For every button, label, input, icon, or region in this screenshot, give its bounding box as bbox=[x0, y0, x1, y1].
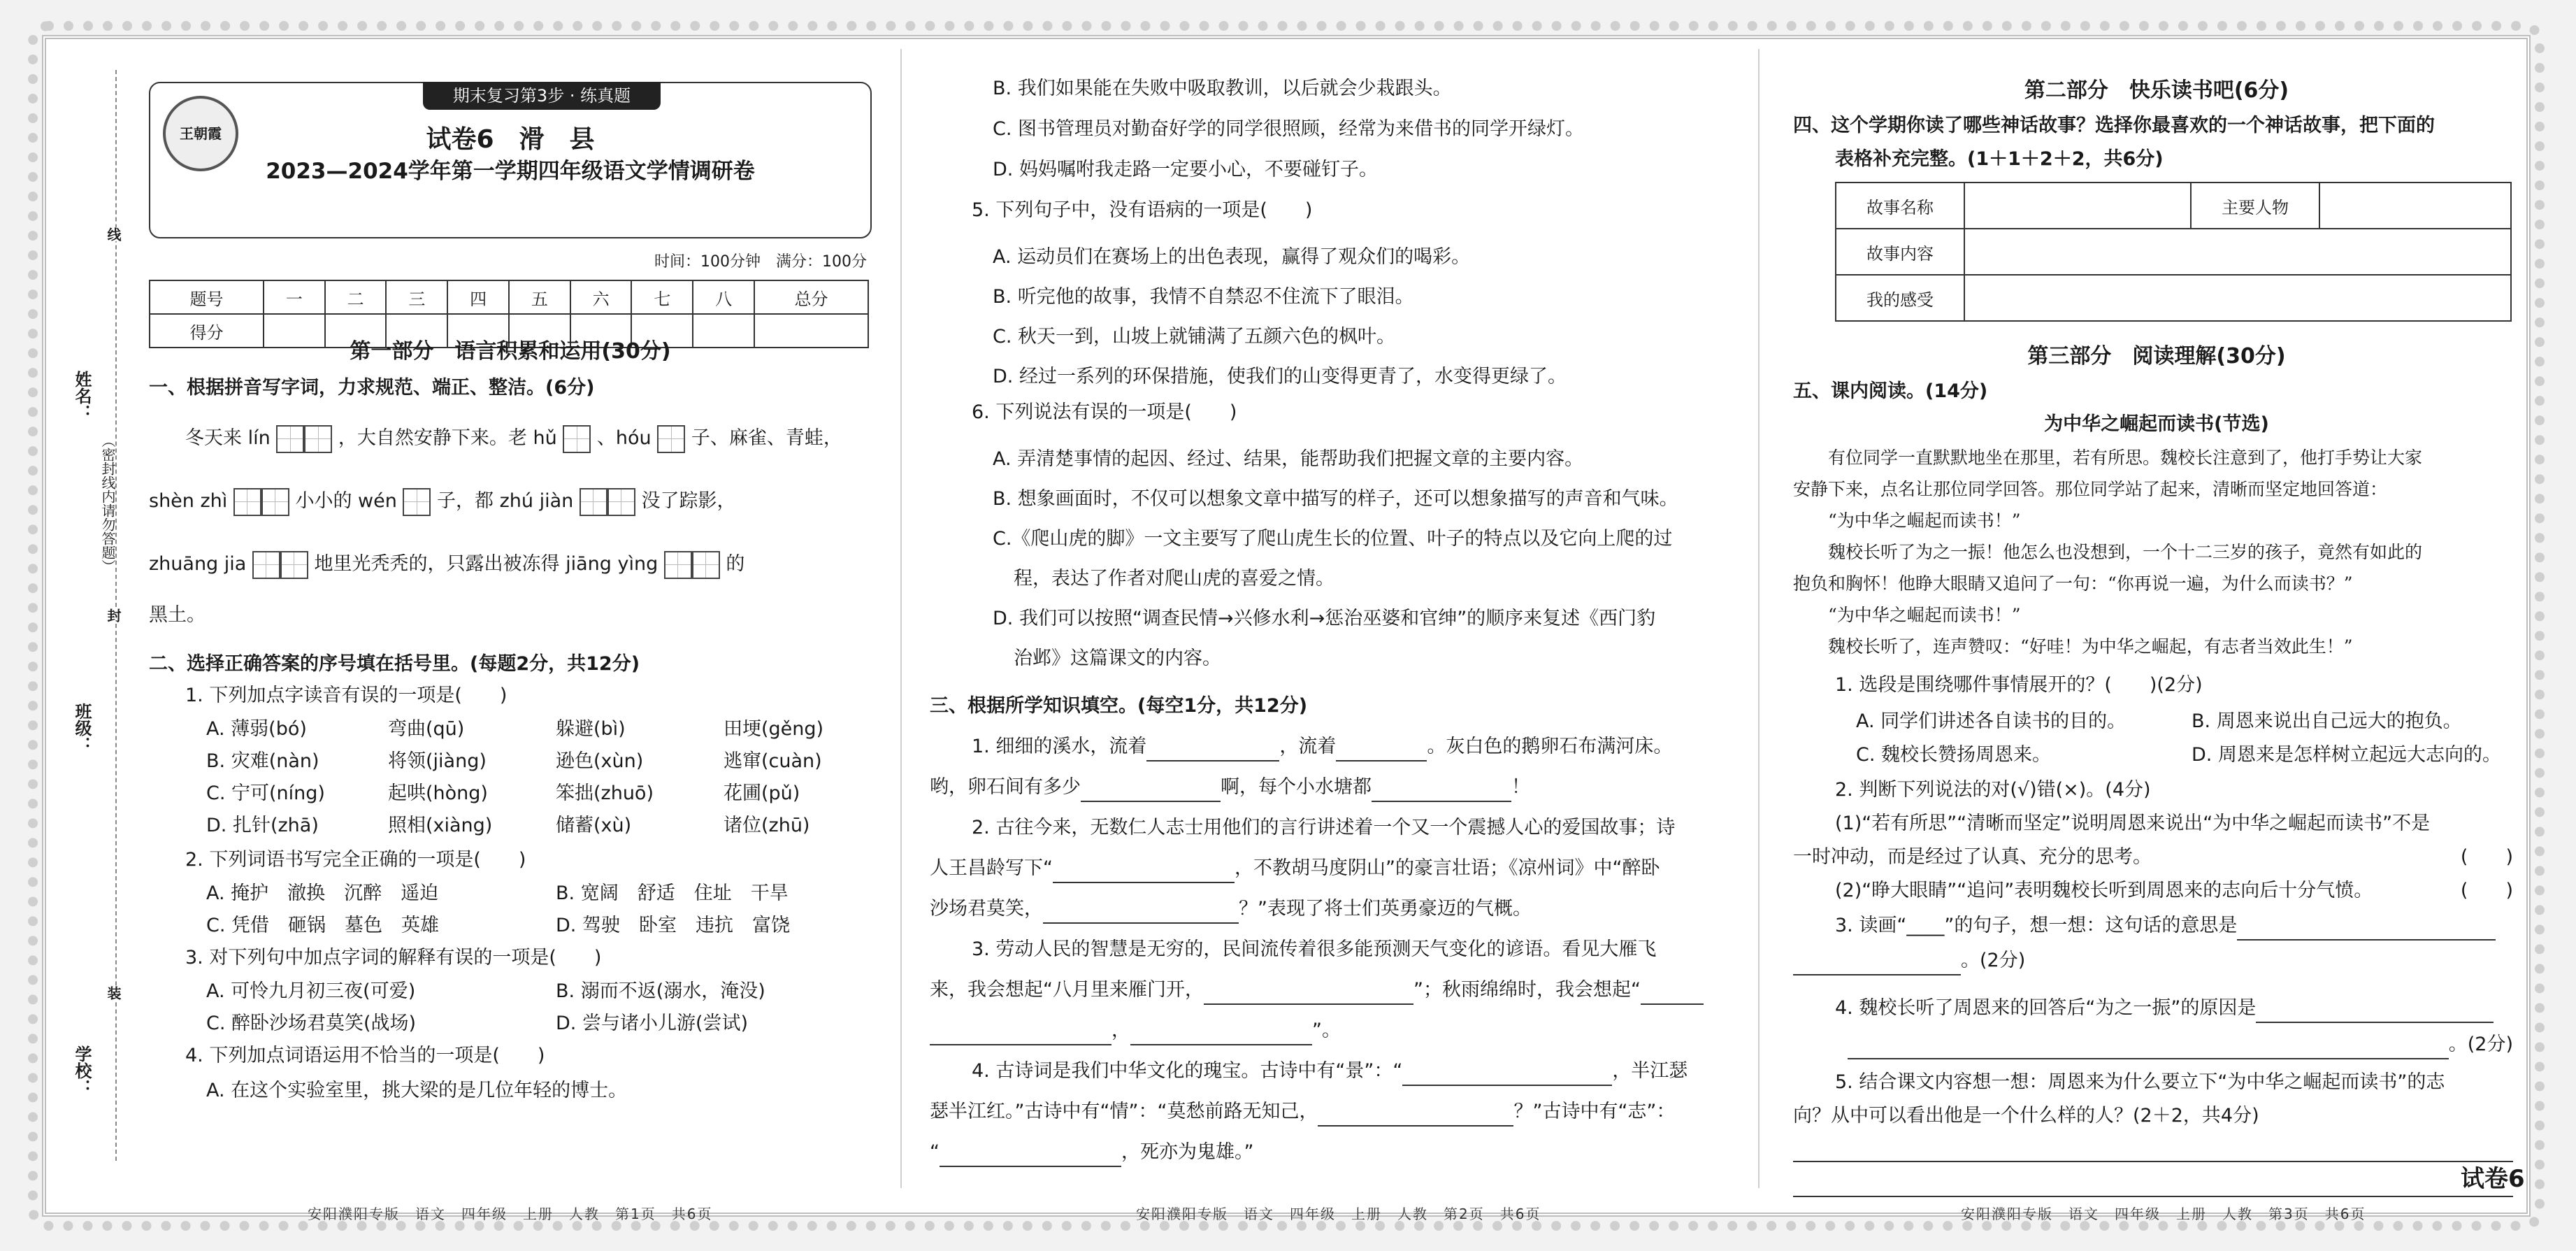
passage: 有位同学一直默默地坐在那里，若有所思。魏校长注意到了，他打手势让大家 安静下来，点名让那位同学回答。那位同学站了起来，清晰而坚定地回答道： “为中华之崛起而读书！” 魏校长听了为之一振！他怎么也没想到，一个十二三岁的孩子，竟然有如此的 抱负和胸怀！他睁大眼睛又追问了一句：“你再说一遍，为什么而读书？” “为中华之崛起而读书！” 魏校长听了，连声赞叹：“好哇！为中华之崛起，有志者当效此生！” bbox=[1793, 448, 2423, 657]
banner: 期末复习第3步 · 练真题 bbox=[423, 82, 661, 110]
q3-2-line1: 2. 古往今来，无数仁人志士用他们的言行讲述着一个又一个震撼人心的爱国故事；诗 bbox=[972, 817, 1676, 838]
q5-4: 4. 魏校长听了周恩来的回答后“为之一振”的原因是 bbox=[1835, 994, 2494, 1023]
story-table bbox=[1835, 182, 2512, 322]
fill-blank[interactable] bbox=[1402, 1064, 1612, 1086]
q1-line4: 黑土。 bbox=[149, 604, 206, 626]
score-header: 七 bbox=[631, 280, 693, 314]
page-2 bbox=[930, 42, 1741, 1195]
column-divider bbox=[1758, 49, 1760, 1188]
q3-4-line3: “ ，死亦为鬼雄。” bbox=[930, 1138, 1254, 1167]
part3-heading: 第三部分 阅读理解(30分) bbox=[2027, 344, 2286, 369]
q5-3b: 。(2分) bbox=[1793, 947, 2025, 975]
paper-subtitle: 2023—2024学年第一学期四年级语文学情调研卷 bbox=[266, 159, 755, 184]
q3-3-line2: 来，我会想起“八月里来雁门开， ”；秋雨绵绵时，我会想起“ bbox=[930, 976, 1704, 1005]
seal-note: （密封线内请勿答题） bbox=[99, 434, 116, 573]
q1-line2: shèn zhì 小小的 wén 子，都 zhú jiàn 没了踪影， bbox=[149, 480, 735, 522]
page-footer: 安阳濮阳专版 语文 四年级 上册 人教 第2页 共6页 bbox=[1136, 1206, 1541, 1222]
seal-mark-bind: 装 bbox=[103, 986, 124, 1000]
q2-1-options: A. 薄弱(bó) 弯曲(qū) 躲避(bì) 田埂(gěng) B. 灾难(nàn) 将领(jiàng) 逊色(xùn) 逃窜(cuàn) C. 宁可(níng) 起哄(hòng) 笨拙(zhuō) 花圃(pǔ) D. 扎针(zhā) 照相(xiàng) 储蓄(xù) 诸位(zhū) bbox=[206, 718, 824, 836]
answer-box[interactable] bbox=[252, 551, 280, 579]
q3-4-line1: 4. 古诗词是我们中华文化的瑰宝。古诗中有“景”：“ ，半江瑟 bbox=[972, 1057, 1688, 1086]
q3-2-line2: 人王昌龄写下“ ，不教胡马度阴山”的豪言壮语；《凉州词》中“醉卧 bbox=[930, 855, 1660, 883]
fill-blank[interactable] bbox=[1146, 739, 1279, 762]
q4-heading-2: 表格补充完整。(1＋1＋2＋2，共6分) bbox=[1835, 148, 2164, 170]
story-content-label: 故事内容 bbox=[1836, 229, 1964, 275]
q3-1-line2: 哟，卵石间有多少 啊，每个小水塘都 ！ bbox=[930, 773, 1530, 802]
part1-heading: 第一部分 语言积累和运用(30分) bbox=[350, 339, 671, 364]
q1-line1: 冬天来 lín ，大自然安静下来。老 hǔ 、hóu 子、麻雀、青蛙， bbox=[185, 417, 842, 459]
part2-heading: 第二部分 快乐读书吧(6分) bbox=[2024, 78, 2289, 103]
q2-2: 2. 下列词语书写完全正确的一项是( ) bbox=[185, 849, 526, 871]
q2-heading: 二、选择正确答案的序号填在括号里。(每题2分，共12分) bbox=[149, 653, 640, 675]
q2-4-option-c: C. 图书管理员对勤奋好学的同学很照顾，经常为来借书的同学开绿灯。 bbox=[993, 118, 1585, 140]
fill-blank[interactable] bbox=[1081, 780, 1221, 802]
answer-box[interactable] bbox=[692, 551, 720, 579]
score-header: 一 bbox=[264, 280, 325, 314]
score-header: 八 bbox=[693, 280, 754, 314]
score-header: 题号 bbox=[150, 280, 264, 314]
story-name-input[interactable] bbox=[1964, 183, 2191, 229]
judge-bracket[interactable]: ( ) bbox=[2460, 846, 2513, 868]
paper-title: 试卷6 滑 县 bbox=[426, 125, 595, 154]
q2-5-options: A. 运动员们在赛场上的出色表现，赢得了观众们的喝彩。 B. 听完他的故事，我情不自禁忍不住流下了眼泪。 C. 秋天一到，山坡上就铺满了五颜六色的枫叶。 D. 经过一系列的环保措施，使我们的山变得更青了，水变得更绿了。 bbox=[993, 246, 1567, 387]
main-character-label: 主要人物 bbox=[2191, 183, 2319, 229]
answer-box[interactable] bbox=[580, 488, 607, 516]
answer-box[interactable] bbox=[607, 488, 635, 516]
q1-heading: 一、根据拼音写字词，力求规范、端正、整洁。(6分) bbox=[149, 377, 595, 399]
q2-4-option-a: A. 在这个实验室里，挑大梁的是几位年轻的博士。 bbox=[206, 1080, 628, 1101]
score-header: 三 bbox=[386, 280, 447, 314]
answer-box[interactable] bbox=[280, 551, 308, 579]
q4-heading-1: 四、这个学期你读了哪些神话故事？选择你最喜欢的一个神话故事，把下面的 bbox=[1793, 115, 2435, 136]
q2-1: 1. 下列加点字读音有误的一项是( ) bbox=[185, 685, 508, 706]
fill-blank[interactable] bbox=[1848, 1037, 2449, 1059]
story-name-label: 故事名称 bbox=[1836, 183, 1964, 229]
seal-mark-seal: 封 bbox=[103, 608, 124, 622]
answer-box[interactable] bbox=[657, 425, 685, 453]
publisher-logo: 王朝霞 bbox=[163, 96, 238, 171]
fill-blank[interactable] bbox=[1318, 1104, 1513, 1127]
seal-mark-line: 线 bbox=[103, 227, 124, 241]
q5-1: 1. 选段是围绕哪件事情展开的？( )(2分) bbox=[1835, 674, 2203, 696]
fill-blank[interactable] bbox=[1372, 780, 1511, 802]
q2-3-options: A. 可怜九月初三夜(可爱) B. 溺而不返(溺水，淹没) C. 醉卧沙场君莫笑(战场) D. 尝与诸小儿游(尝试) bbox=[206, 980, 765, 1034]
q3-1-line1: 1. 细细的溪水，流着 ，流着 。灰白色的鹅卵石布满河床。 bbox=[972, 733, 1672, 762]
fill-blank[interactable] bbox=[1204, 982, 1413, 1005]
answer-box[interactable] bbox=[304, 425, 332, 453]
answer-line[interactable] bbox=[1793, 1196, 2513, 1197]
score-header: 六 bbox=[570, 280, 632, 314]
name-label: 姓名： bbox=[72, 371, 92, 421]
fill-blank[interactable] bbox=[1043, 901, 1239, 924]
fill-blank[interactable] bbox=[1053, 861, 1235, 883]
page-footer: 安阳濮阳专版 语文 四年级 上册 人教 第1页 共6页 bbox=[308, 1206, 713, 1222]
judge-bracket[interactable]: ( ) bbox=[2460, 880, 2513, 901]
score-header: 四 bbox=[447, 280, 509, 314]
q2-4-option-d: D. 妈妈嘱咐我走路一定要小心，不要碰钉子。 bbox=[993, 159, 1378, 180]
main-character-input[interactable] bbox=[2319, 183, 2511, 229]
fill-blank[interactable] bbox=[930, 1023, 1111, 1045]
score-header: 五 bbox=[509, 280, 570, 314]
fill-blank[interactable] bbox=[1336, 739, 1427, 762]
answer-box[interactable] bbox=[403, 488, 431, 516]
fill-blank[interactable] bbox=[2237, 918, 2496, 941]
q5-2-2: (2)“睁大眼睛”“追问”表明魏校长听到周恩来的志向后十分气愤。 ( ) bbox=[1835, 877, 2513, 906]
passage-title: 为中华之崛起而读书(节选) bbox=[2044, 413, 2269, 435]
fill-blank[interactable] bbox=[940, 1145, 1121, 1167]
fill-blank[interactable] bbox=[1793, 953, 1961, 975]
score-row-label: 得分 bbox=[150, 314, 264, 348]
q3-4-line2: 瑟半江红。”古诗中有“情”：“莫愁前路无知己， ？”古诗中有“志”： bbox=[930, 1098, 1675, 1127]
q5-1-options: A. 同学们讲述各自读书的目的。 B. 周恩来说出自己远大的抱负。 C. 魏校长赞扬周恩来。 D. 周恩来是怎样树立起远大志向的。 bbox=[1856, 710, 2501, 766]
q2-4: 4. 下列加点词语运用不恰当的一项是( ) bbox=[185, 1045, 545, 1066]
page-3 bbox=[1793, 42, 2520, 1195]
score-header: 二 bbox=[325, 280, 387, 314]
feeling-label: 我的感受 bbox=[1836, 275, 1964, 321]
q2-3: 3. 对下列句中加点字词的解释有误的一项是( ) bbox=[185, 947, 602, 968]
q2-2-options: A. 掩护 澈换 沉醉 遥迫 B. 宽阔 舒适 住址 干旱 C. 凭借 砸锅 墓色 英雄 D. 驾驶 卧室 违抗 富饶 bbox=[206, 882, 790, 936]
column-divider bbox=[900, 49, 902, 1188]
answer-line[interactable] bbox=[1793, 1161, 2513, 1162]
fill-blank[interactable] bbox=[1130, 1023, 1312, 1045]
q2-5: 5. 下列句子中，没有语病的一项是( ) bbox=[972, 199, 1313, 221]
school-label: 学校： bbox=[72, 1045, 92, 1096]
answer-box[interactable] bbox=[664, 551, 692, 579]
q5-2: 2. 判断下列说法的对(√)错(×)。(4分) bbox=[1835, 779, 2151, 801]
fill-blank[interactable] bbox=[2256, 1001, 2494, 1023]
fill-blank[interactable] bbox=[1641, 982, 1704, 1005]
page-1 bbox=[143, 42, 888, 1195]
q3-3-line1: 3. 劳动人民的智慧是无穷的，民间流传着很多能预测天气变化的谚语。看见大雁飞 bbox=[972, 938, 1657, 960]
q5-5b: 向？从中可以看出他是一个什么样的人？(2＋2，共4分) bbox=[1793, 1105, 2259, 1127]
answer-box[interactable] bbox=[233, 488, 261, 516]
answer-box[interactable] bbox=[563, 425, 591, 453]
class-label: 班级： bbox=[72, 703, 92, 753]
q1-line3: zhuāng jia 地里光秃秃的，只露出被冻得 jiāng yìng 的 bbox=[149, 543, 744, 585]
q5-heading: 五、课内阅读。(14分) bbox=[1793, 380, 1988, 402]
page-footer: 安阳濮阳专版 语文 四年级 上册 人教 第3页 共6页 bbox=[1961, 1206, 2366, 1222]
time-info: 时间：100分钟 满分：100分 bbox=[654, 253, 867, 271]
answer-box[interactable] bbox=[276, 425, 304, 453]
score-header: 总分 bbox=[754, 280, 868, 314]
q3-2-line3: 沙场君莫笑， ？”表现了将士们英勇豪迈的气概。 bbox=[930, 895, 1532, 924]
q5-3: 3. 读画“____”的句子，想一想：这句话的意思是 bbox=[1835, 912, 2496, 941]
q5-2-1: (1)“若有所思”“清晰而坚定”说明周恩来说出“为中华之崛起而读书”不是 bbox=[1835, 813, 2431, 834]
q2-6: 6. 下列说法有误的一项是( ) bbox=[972, 401, 1237, 423]
q2-4-option-b: B. 我们如果能在失败中吸取教训，以后就会少栽跟头。 bbox=[993, 78, 1452, 99]
feeling-input[interactable] bbox=[1964, 275, 2511, 321]
q2-6-options: A. 弄清楚事情的起因、经过、结果，能帮助我们把握文章的主要内容。 B. 想象画面时，不仅可以想象文章中描写的样子，还可以想象描写的声音和气味。 C.《爬山虎的脚》一文主要写了爬山虎生长的位置、叶子的特点以及它向上爬的过 程，表达了作者对爬山虎的喜爱之情。 D. 我们可以按照“调查民情→兴修水利→惩治巫婆和官绅”的顺序来复述《西门豹 治邺》这篇课文的内容。 bbox=[993, 448, 1678, 669]
q3-3-line3: ， ”。 bbox=[930, 1017, 1341, 1045]
q5-2-1b: 一时冲动，而是经过了认真、充分的思考。 ( ) bbox=[1793, 843, 2513, 872]
answer-box[interactable] bbox=[261, 488, 289, 516]
paper-mark: 试卷6 bbox=[2461, 1165, 2525, 1193]
header-box bbox=[149, 82, 872, 238]
q3-heading: 三、根据所学知识填空。(每空1分，共12分) bbox=[930, 695, 1308, 717]
q5-5: 5. 结合课文内容想一想：周恩来为什么要立下“为中华之崛起而读书”的志 bbox=[1835, 1071, 2445, 1093]
q5-4b: 。(2分) bbox=[1793, 1031, 2513, 1059]
story-content-input[interactable] bbox=[1964, 229, 2511, 275]
